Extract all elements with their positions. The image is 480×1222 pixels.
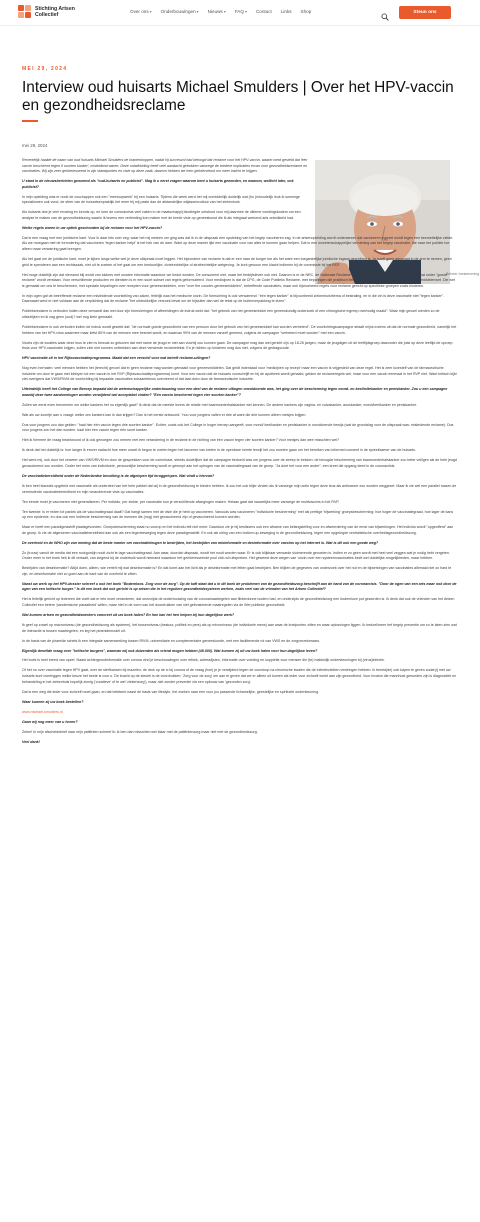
nav-item-label: Links [280, 9, 292, 14]
nav-item-onderbouwingen[interactable] [161, 9, 199, 14]
answer-paragraph: In mijn ogen gaf de betreffende reclame een misleidende voorstelling van zaken, feitelijk was het medische onzin. De formulering is ook verwarrend: "één tegen kanker" is bijvoorbeeld ziekenhuisthema of bestraling, en in die zin is deze vaccinatie niet "tegen kanker". Daarnaast werd er niet voldaan aan de verplichting dat de reclame "het uitdrukkelijke verzoek bevat om de bijsluiter dan wel de tekst op de buitenverpakking te lezen". [22, 293, 444, 304]
interview-question: Waar kunnen zij uw boek bestellen? [22, 699, 84, 704]
answer-paragraph: Ten tweede: is er reden tot paniek als de vaccinatiegraad daalt? Dat hangt samen met de visie die je hebt op vaccineren. Vanouds was vaccineren "individuele bescherming" met als prettige 'bijwerking' groepsbescherming: hoe hoger de vaccinatiegraad, hoe lager de kans op een epidemie, en dus ook een indirecte bescherming van de mensen die (nog) niet gevaccineerd zijn of gevaccineerd kunnen worden. [22, 509, 454, 520]
answer-paragraph: Heb ik hiermee de vraag beantwoord of ik ook genoegen zou nemen met een verandering in de reclame in de richting van één vaccin tegen vier soorten kanker? Voor meisjes dan wee misschien wel? [22, 438, 340, 443]
answer-paragraph: Wat als uw zoontje aan u vraagt: welke zes kankers kan ik dan krijgen? Dan is het eerste antwoord: "nou voor jongens valten er drie af want die drie kunnen alleen meisjes krijgen. [22, 412, 307, 417]
answer-paragraph: Dus voor jongens zou dan gelden: "haal hier één vaccin tegen drie soorten kanker". Echter, zoals ook het College in hoger beroep aangeeft, voor mond/ keelkanker en peniskanker is onvoldoende bewijs (wat de grondslag voor de uitspraak was: misleidende reclame). Dus voor jongens zou het dan worden: haal hier één vaccin tegen één soort kanker. [22, 422, 454, 433]
interview-question: Welke regels waren in uw optiek geschonden bij de reclame voor het HPV-vaccin? [22, 225, 163, 230]
answer-paragraph: Zullen we eerst even benoemen om welke kankers het nu eigenlijk gaat? Ik denk dat de meeste lezers de relatie met baarmoederhalskanker wel kennen. De andere kankers zijn vagina- en vulvakanker, anuskanker, mond/keelkanker en peniskanker. [22, 402, 417, 407]
nav-item-nieuws[interactable] [208, 9, 226, 14]
logo-text [35, 6, 75, 18]
photo-caption[interactable]: Beheer toestemming [446, 272, 480, 276]
book-order-link[interactable]: www.michael-smulders.nl [22, 709, 63, 714]
answer-paragraph: Nog even herhalen: veel mensen hebben het (terecht) gevoel dat er geen reclame mag worden gemaakt voor geneesmiddelen. Dat geldt inderdaad voor 'medicijnen op recept' maar een vaccin is vrijgesteld van deze regel. Het is zeer luxestelf van de farmaceutische industrie om door te gaan met lobbyen tot een vaccin in het RVP (Rijksvaccinatieprogramma) komt. Voor een vaccin dat de huisarts voorschrijft en bij de apotheek wordt gehaald, gelden de reclameregels wel, maar voor een vaccin eenmaal in het RVP niet. Want kritisch kijkt ziet overigens dat VWS/RIVM de voorlichting bij bepaalde vaccinaties schaamteloos overneemt of dat laat doen door de farmaceutische industrie. [22, 366, 457, 382]
answer-paragraph: Dat is een vraag met een juridische kant. Voor ik daar iets over zeg: waar het mij meteen om ging was dat ik in de uitspraak een opsteking van het begrip vaccineren zag. In de artsenopleiding wordt onderwezen dat vaccineren ingezet wordt tegen een besmettelijke ziekte. Als we moegaan met de formulering dat vaccineren 'tegen kanker helpt' is het hek van de dam. Want op deze manier lijkt een vaccinatie voor van alles te kunnen gaan helpen. Dat is een onwetenschappelijke verruiming van het begrip vaccinatie, die naar het publiek toe alleen maar verwarring gaat brengen. [22, 235, 454, 252]
answer-paragraph: Publieksreclame is ook verboden indien de indruk wordt gewekt dat: "de normale goede gezondheid van een persoon door het gebruik van het geneesmiddel kan worden verbeterd". De voorlichtingscampagne straalt mijns inziens uit dat de normale gezondheid, namelijk het hebben van het HPV-virus waarmee maar liefst 80% van de mensen mee besmet wordt, en waarvan 99% van de mensen vanzelf geneest, volgens de campagne "verbeterd moet worden" met een vaccin. [22, 324, 457, 335]
answer-paragraph: Bestrijden van desinformatie? Altijd doen, alleen, wie vertelt mij wat desinformatie is? En dat komt aan het licht als je desinformatie met feiten gaat bestrijden. Ben blijken de gegevens van onderzoek over het nut en de bijwerkingen van vaccinaties allemaal niet zo hard te zijn, en desinformatie niet zo goed aan de kant van de overheid te zitten. [22, 566, 452, 576]
interview-question: Veel dank! [22, 739, 40, 744]
chevron-down-icon: ▾ [196, 9, 199, 14]
logo-line-1: Stichting Artsen [35, 6, 75, 12]
answer-paragraph: Het boek is heel breed van opzet. Naast achtergrondinformatie over corona vind je beschouwingen over ethiek, adresslijsten, informatie over voeding en suppletie voor mensen die (te) makkelijk ondersteuningen bij (virus)infectie. [22, 658, 385, 663]
title-divider [22, 120, 38, 122]
article-kicker-date: MEI 29, 2024 [22, 66, 68, 72]
nav-item-links[interactable] [281, 9, 292, 14]
answer-paragraph: Het werd mij, ook door het verweer van VWS/RIVM en door de gesprekken voor de commissie, steeds duidelijker dat de campagne bedoeld was om jongens over de streep te trekken: de beoogde bescherming van baarmoederhalskanker zou beter veiligen als de hele jeugd gevaccineerd zou worden. Onder het mom van individuele, persoonlijke bescherming wordt er geworpt aan het ophogen van de vaccinatiegraad van de groep. "Ja doet het voor een ander", een kreet die opgang deed in de coronacrisis. [22, 458, 457, 468]
interview-question: De overheid en de WHO zijn van mening dat de beste manier om vaccinatieleugen te bestrijden, het bestrijden van misinformatie en desinformatie over vaccins op het internet is. Wat is dit ook een goede weg? [22, 540, 379, 545]
search-icon[interactable] [381, 8, 389, 16]
nav-item-shop[interactable] [301, 9, 312, 14]
nav-item-over-ons[interactable] [130, 9, 152, 14]
answer-paragraph: Als het gaat om de juridische kant, moet je kijken langs welke wet je deze uitspraak moet leggen. Het bijzondere van reclame is dat er een naar de burger toe als het ware een toegankelijke juridische ingang gecreëerd is. Je hoeft geen advocaat in de arm te nemen, geen geld te spenderen aan een rechtszaak, niet uit te zoeken of het gaat om een bestuurlijke, civielrechtelijke of strafrechtelijke wetgeving. Je kunt gewoon een klacht indienen bij de commissie bij het RCF. [22, 257, 452, 267]
answer-paragraph: In de basis van de piramide schets ik een integrale samenwerking tussen RIVM, universitaire en complementaire geneeskunde, met een faciliterende rol van VWS en de zorgverzekeraars. [22, 638, 321, 643]
article-date: mei 29, 2024 [22, 143, 48, 148]
chevron-down-icon: ▾ [223, 9, 226, 14]
logo-line-2: Collectief [35, 12, 59, 18]
answer-paragraph: Ik denk dat het duidelijk is: hoe langer ik erover nadacht hoe meer onwel ik begon te voelen tegen het lanceren van kreten in de openbare ruimte terwijl het zou moeten gaan om het bereiken van informed consent in de spreekkamer van de huisarts. [22, 448, 416, 453]
site-logo[interactable] [18, 5, 75, 19]
answer-paragraph: Dat is een weg die ieder voor zichzelf moet gaan, en dat betekent naast de basis van lifestyle, het zoeken naar een voor jou passende lichamelijke, geestelijke en spirituele ondersteuning. [22, 689, 320, 694]
donate-button[interactable]: Steun ons [399, 6, 451, 19]
nav-item-contact[interactable] [256, 9, 272, 14]
article-intro: Recentelijk haalde de naam van oud huisarts Michael Smulders de krantenkoppen, nadat hij succesvol had betoogd dat reclame voor het HPV-vaccin, waarin werd gesteld dat 'één vaccin beschermt tegen 6 soorten kanker', misleidend waren. Deze ontwikkeling heeft veel aandacht getrokken vanwege de bredere implicaties ervan voor gezondheidsreclame en vaccinaties. Wij zijn zeer geïnteresseerd in zijn standpunten en visie op deze zaak, daarom hebben we hem geïnterviewd om meer inzicht te krijgen. [22, 158, 308, 174]
answer-paragraph: Maar er heeft een paradigmashift plaatsgevonden. Groepsbescherming staat nu voorop en het individu telt niet meer. Daardoor zie je bij beslissers ook een afname van belangstelling voor en afweerdering van de ernst van bijwerkingen. Het individu wordt "opgeofferd" aan de groep. Ik zie de afgenomen vaccinatiebereidheid dan ook als een tegenbeweging tegen deze paradigmashift. En ook als uiting van een bottom up-beweging in de gezondheidszorg, tégen een opgelegde centralistische overheidsgezondheidszorg. [22, 525, 454, 535]
interview-question: Uiteindelijk heeft het College van Beroep bepaald dat de wetenschappelijke onderbouwing voor een deel van de reclame uitingen onvoldoende was, het ging over de bescherming tegen mond- en keelholtekanker en peniskanker. Zou u een campagne waarbij deze twee aandoeningen worden verwijderd wel acceptabel vinden? "Eén vaccin beschermt tegen vier soorten kanker"? [22, 387, 448, 397]
answer-paragraph: Het is feitelijk gericht op iedereen die voelt dat er iets moet veranderen, dat onenzijds de onderbouwing van de coronamaatregelen aan flinterdunne bodem had, en onderzijds de gezondheidszorg een bodemloze put geworden is. Ik denk dat ook de vrienden van het Artsen Collectief een betere 'pandemische paraatheid' willen, maar niet in de vorm van het doordrukken van niet geëvalueerde maatregelen via de Wet publieke gezondheid. [22, 597, 455, 607]
interview-question: HPV vaccinatie zit in het Rijksvaccinatieprogramma. Maakt dat een verschil voor wat betreft reclame-uitingen? [22, 356, 211, 361]
answer-paragraph: Ik geef op zowel op macroniveau (de gezondheidszorg als systeem), het tussenniveau (bestuur, politiek en pers) als op microniveau (de individuele mens) aan waar de knelpunten zitten en waar oplossingen liggen. Ik bedoel/meer het begrip preventie om zo te laten zien wat de interactie is tussen maatregelen, en leg het piramidemodel uit. [22, 622, 457, 633]
chevron-down-icon: ▾ [149, 9, 152, 14]
interview-question: Wat kunnen artsen en gezondheidswerkers concreet uit uw boek halen? En hoe kan het hen helpen bij hun dagelijkse werk? [22, 612, 235, 617]
site-header [0, 0, 480, 26]
answer-paragraph: Zo (trouw) vanuit de media dat een rookgordijn nooit zicht te lage vaccinatiegraad. Aan waar, doordat uitspraak, wordt het nooit worden waar. Er is ook blijkbaar verwarde sluimerende gevoelen is. Indien er zo geen wordt met heel veel zeggen wat je nodig hebt vergeten. Onder meer in het boek heb ik dit vertaalt, van zingend bij de onderbuik wordt niemand waardoor het geïnteresseerde pool zich wil uitspreken. Het geweest deze wegen van 'onzin over een systeemvaccinaties bezit wel duidelijke-mogelijkheden, maar hebben. [22, 550, 450, 561]
answer-paragraph: Voorts zijn de locaties waar deze leus te zien is bewust zo gekozen dat met name de jeugd er niet aan voorbij zou kunnen gaan. De campagne mag dan wel gericht zijn op 18-26 jarigen, maar de jeugdigen uit de leeftijdsgroep daaronder die juist op deze leeftijd de oproep thuis voor HPV-vaccinatie krijgen, zullen zich niet kunnen onttrekken aan deze verwende reclametekst. En je richten op kinderen mag dus niet, volgens de gedragscode. [22, 340, 453, 351]
answer-paragraph: Als huisarts doe je veel ervaring en kennis op, en toen de coronacrisis veel zaken in de maatschappij blootlegde ontstond voor mij daarmee de ultieme voedingsbodem om een analyse te maken van de gezondheidszorg waarin ik tevens een verbinding kon maken met de brede visie op geneeskunst die ik als integraal werkend arts ontwikkeld had. [22, 210, 301, 220]
link-paragraph [22, 710, 458, 716]
article-body [22, 158, 458, 750]
nav-item-label: Shop [300, 9, 312, 14]
nav-item-label: Nieuws [207, 9, 223, 14]
article-title: Interview oud huisarts Michael Smulders | Over het HPV-vaccin en gezondheidsreclame [22, 79, 454, 114]
interview-question: Gaan wij nog meer van u horen? [22, 719, 78, 724]
answer-paragraph: Ik ben heel klassiek opgeleid met vaccinatie als onderdeel van het hele pakket dat wij in de gezondheidszorg te bieden hebben. Ik zou het ook blijer vinden als ik vanwege mijn actie tegen deze leus als antivaxxer zou worden weggezet. Maar ik zie wel een parallel tussen de verminderde vaccinatiebereidheid en mijn veranderende visie op vaccinaties. [22, 483, 457, 494]
interview-question: Eigenlijk desellde vraag over "kritische burgers", waarvan wij ook duizenden als vriend mogen hebben (48.000). Wat kunnen zij uit uw boek halen voor hun dagelijkse leven? [22, 648, 318, 653]
nav-item-label: Over ons [130, 9, 149, 14]
interview-question: Naast uw werk op het HPV-dossier schreef u ook het boek "Bodemloos. Zorg voor de zorg". Op de kaft staat dat u in dit boek de problemen van de gezondheidszorg beschrijft aan de hand van de coronacrisis. "Door de ogen van een arts maar ook door de ogen van een kritische burger." Is dit een boek dat ook gericht is op artsen die in het reguliere gezondheidssysteem werken, zoals veel van de vrienden van het Artsen Collectief? [22, 581, 457, 592]
logo-mark-icon [18, 5, 32, 19]
nav-item-label: FAQ [234, 9, 244, 14]
answer-paragraph: In mijn opleiding was er nooit de coschappen ook een "meeloopweek" bij een huisarts. Tijdens die week werd het mij onmiddellijk duidelijk wat (ho (inhoudelijk leuk ik sommige specialismen ook vond, de sfeer van de huisartsenpraktijk het meer bij mij paste dan de afstandelijke witjassencultuur van het ziekenhuis. [22, 194, 300, 205]
answer-paragraph: Ten eerste moet je vaccineren niet generaliseren. Per individu, per ziekte, per vaccinatie kun je verschillende afwegingen maken. Helaas gaat dat nauwelijks meer vanwege de multivaccins in het RVP. [22, 499, 340, 504]
nav-item-faq[interactable] [235, 9, 247, 14]
answer-paragraph: Zeker! In mijn afscheidsbrief naar mijn patiënten schreef ik: ik ben dan misschien wel klaar met de patiëntenzorg maar niet met de gezondheidszorg. [22, 729, 258, 734]
nav-item-label: Onderbouwingen [160, 9, 196, 14]
chevron-down-icon: ▾ [244, 9, 247, 14]
answer-paragraph: Publieksreclame is verboden indien deze verwardt dan wel door zijn formuleringen of afbeeldingen de indruk wekt dat: "het gebruik van het geneesmiddel een geneeskundig onderzoek of een chirurgische ingreep overbodig maakt". Waar mijn gevoel werden zo de uitsluitijken en ik zag geen (oud)? wel nog klein gemaakt. [22, 309, 440, 319]
nav-item-label: Contact [255, 9, 272, 14]
answer-paragraph: Of het nu over vaccinatie tegen HPV gaat, over de sterfkansen bij mazelen, de druk op de ic bij corona of de vraag (hoe) je je verwijderd tegen de vuurdoop na chronische kwalen die de infectieziekten verdringen hebben: ik bereid(de) ook kapen te geven zodat jij met uw huisarts kunt overleggen welke keuze het beste is voor u. De kracht op de sleutel is de voordrukken: 'Zorg voor de zorg' om aan te geven dat we er alleen uit komen als ieder voor zichzelf werkt aan zijn gezondheid. Voor invalon die mannhost geworden zijn is diagnostiek en behandeling in het ziekenhuis hopelijk zinnig ('curatieve' of te wel 'ziekenzorg'), maar niet zonder preventie via een opbouw van 'gezonden zorg'. [22, 668, 457, 684]
answer-paragraph: Het moge duidelijk zijn dat niemand blij wordt van lokkers met onware informatie waardoor we bedot worden. De consument niet, maar het bedrijfsleven ook niet. Daarom is er de NRC, de Nationale Reclame Code, die in zeer algemene zin formuleert wat onder "goede reclame" wordt verstaan. Voor verschillende producten en diensten is er een soort subset van regels geformuleerd. Voor medicijnen is dat de CPG, de Code Publieks Reclame, met bepalingen die praktisch fietsteltlie zijn als de bepalingen in de geneesmiddelenwet. Die wet is gemaakt om ons te beschermen, met speciale bepalingen over recepten voor geneesmiddelen, over "over the counter-geneesmiddelen", betreffende vaccinaties, maar ook bijvoorbeeld regels voor reclame gericht op specifieke groepen zoals kinderen. [22, 272, 455, 288]
interview-question: De vaccinatiebereidheid onder de Nederlandse bevolking is de afgelopen tijd teruggelopen. Wat vindt u hiervan? [22, 473, 215, 478]
main-nav [130, 9, 311, 14]
interview-question: U staat in de nieuwsberichten genoemd als "oud-huisarts en publicist". Mag ik u eerst vragen waarom bent u huisarts geworden, en waarom, wellicht later, ook publicist? [22, 179, 294, 189]
